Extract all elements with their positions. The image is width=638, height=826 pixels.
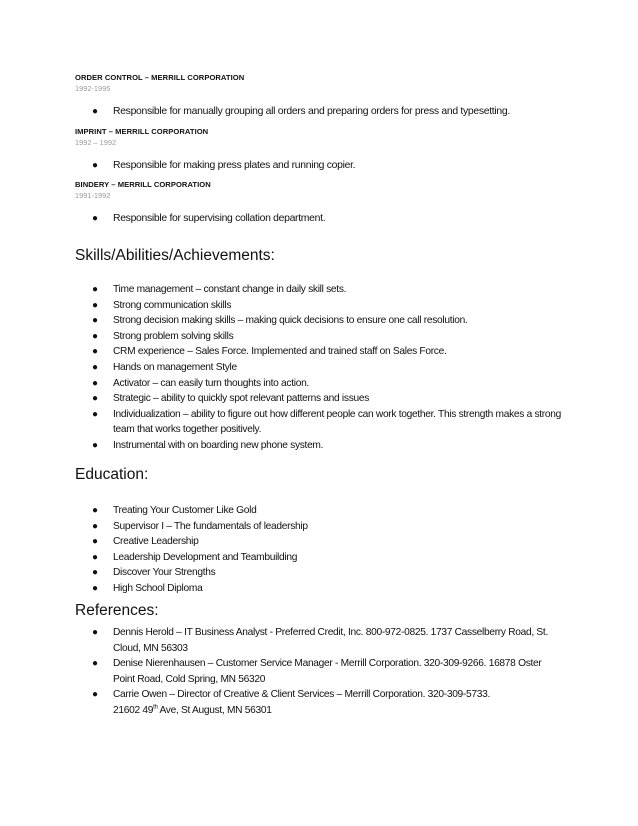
list-item: ● CRM experience – Sales Force. Implemented and trained staff on Sales Force. bbox=[75, 344, 565, 360]
list-item: ● Treating Your Customer Like Gold bbox=[75, 503, 565, 519]
job-dates: 1992 – 1992 bbox=[75, 138, 117, 147]
bullet-icon: ● bbox=[92, 689, 98, 701]
list-item: ● Supervisor I – The fundamentals of leadership bbox=[75, 519, 565, 535]
job-title: BINDERY – MERRILL CORPORATION bbox=[75, 180, 211, 189]
job-bullets bbox=[75, 211, 595, 227]
bullet-icon: ● bbox=[92, 505, 98, 516]
skills-heading: Skills/Abilities/Achievements: bbox=[75, 247, 275, 264]
job-dates: 1991-1992 bbox=[75, 191, 111, 200]
bullet-icon: ● bbox=[92, 213, 98, 224]
list-item: ● Time management – constant change in daily skill sets. bbox=[75, 282, 565, 298]
list-item: ● Activator – can easily turn thoughts into action. bbox=[75, 376, 565, 392]
bullet-icon: ● bbox=[92, 536, 98, 548]
job-dates: 1992-1995 bbox=[75, 84, 111, 93]
references-heading: References: bbox=[75, 602, 159, 619]
bullet-icon: ● bbox=[92, 393, 98, 405]
list-item: ● Instrumental with on boarding new phone system. bbox=[75, 438, 565, 454]
bullet-icon: ● bbox=[92, 567, 98, 579]
job-entry bbox=[75, 73, 595, 120]
bullet-icon: ● bbox=[92, 346, 98, 358]
bullet-icon: ● bbox=[92, 377, 98, 389]
job-title: ORDER CONTROL – MERRILL CORPORATION bbox=[75, 73, 245, 82]
list-item: ● Individualization – ability to figure out how different people can work together. This strength makes a strong team that works together positively. bbox=[92, 408, 561, 436]
list-item: ● Strong communication skills bbox=[75, 298, 565, 314]
education-list bbox=[75, 503, 565, 597]
list-item: ● Denise Nierenhausen – Customer Service Manager - Merrill Corporation. 320-309-9266. 16878 Oster Point Road, Cold Spring, MN 56320 bbox=[92, 658, 542, 685]
list-item: ● Creative Leadership bbox=[75, 534, 565, 550]
bullet-icon: ● bbox=[92, 439, 98, 451]
job-bullets bbox=[75, 158, 595, 174]
list-item: ● Strong decision making skills – making quick decisions to ensure one call resolution. bbox=[75, 313, 565, 329]
list-item: ● Strong problem solving skills bbox=[75, 329, 565, 345]
references-list bbox=[75, 625, 555, 719]
bullet-icon: ● bbox=[92, 284, 98, 295]
list-item: ● Responsible for supervising collation department. bbox=[75, 211, 595, 227]
list-item: ● Carrie Owen – Director of Creative & Client Services – Merrill Corporation. 320-309-5733. 21602 49th Ave, St August, MN 56301 bbox=[92, 689, 491, 716]
job-entry bbox=[75, 180, 595, 227]
list-item: ● Leadership Development and Teambuilding bbox=[75, 550, 565, 566]
bullet-icon: ● bbox=[92, 520, 98, 532]
bullet-icon: ● bbox=[92, 551, 98, 563]
bullet-icon: ● bbox=[92, 160, 98, 171]
list-item: ● Dennis Herold – IT Business Analyst - Preferred Credit, Inc. 800-972-0825. 1737 Casselberry Road, St. Cloud, MN 56303 bbox=[92, 627, 548, 654]
list-item: ● High School Diploma bbox=[75, 581, 565, 597]
job-title: IMPRINT – MERRILL CORPORATION bbox=[75, 127, 209, 136]
bullet-icon: ● bbox=[92, 315, 98, 327]
bullet-icon: ● bbox=[92, 106, 98, 117]
bullet-icon: ● bbox=[92, 361, 98, 373]
skills-list bbox=[75, 282, 565, 454]
job-bullets bbox=[75, 104, 595, 120]
list-item: ● Hands on management Style bbox=[75, 360, 565, 376]
education-heading: Education: bbox=[75, 466, 149, 483]
bullet-icon: ● bbox=[92, 627, 98, 638]
bullet-icon: ● bbox=[92, 408, 98, 420]
bullet-icon: ● bbox=[92, 330, 98, 342]
list-item: ● Responsible for making press plates and running copier. bbox=[75, 158, 595, 174]
bullet-icon: ● bbox=[92, 299, 98, 311]
list-item: ● Responsible for manually grouping all orders and preparing orders for press and typesetting. bbox=[75, 104, 595, 120]
job-entry bbox=[75, 127, 595, 174]
list-item: ● Strategic – ability to quickly spot relevant patterns and issues bbox=[75, 391, 565, 407]
bullet-icon: ● bbox=[92, 582, 98, 594]
list-item: ● Discover Your Strengths bbox=[75, 565, 565, 581]
bullet-icon: ● bbox=[92, 658, 98, 670]
